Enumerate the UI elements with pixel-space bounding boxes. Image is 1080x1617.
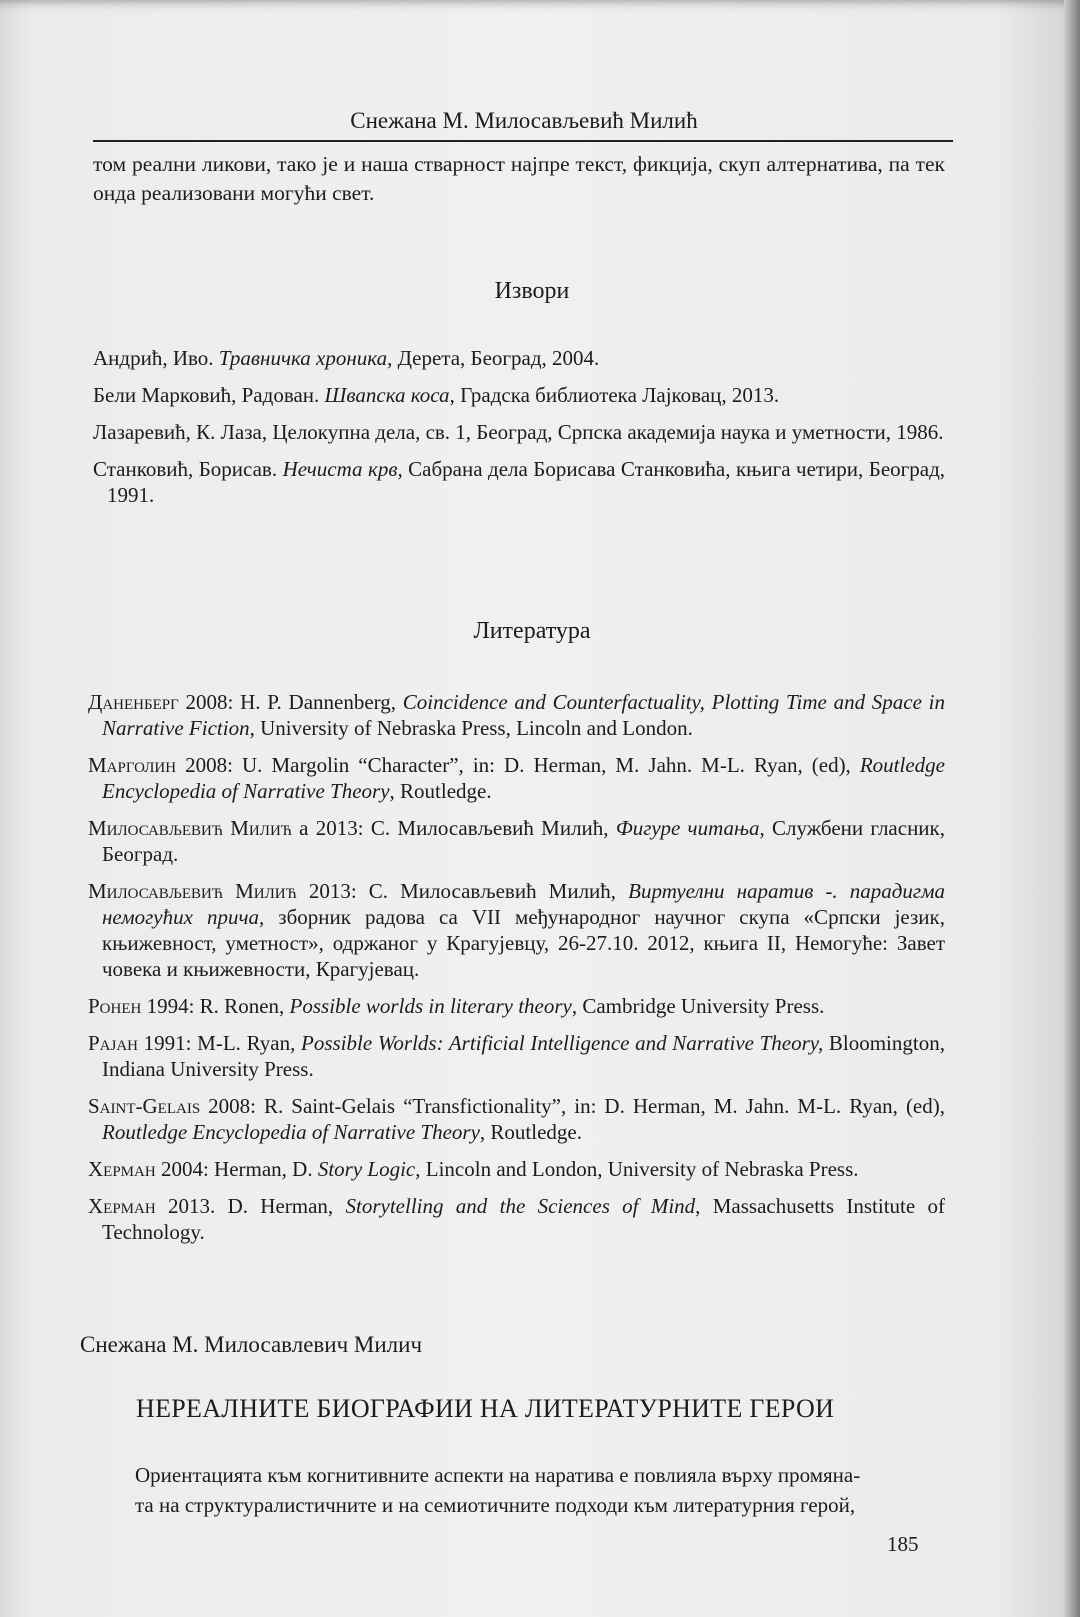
literature-details: , Службени гласник, Београд. <box>102 816 946 866</box>
literature-details: , Massachusetts Institute of Technology. <box>102 1194 945 1244</box>
literature-key: Херман <box>88 1157 156 1181</box>
literature-details: , Lincoln and London, University of Nebraska Press. <box>415 1157 859 1181</box>
literature-title: Storytelling and the Sciences of Mind <box>345 1194 696 1218</box>
source-entry <box>93 456 945 508</box>
literature-text: а 2013: С. Милосављевић Милић, <box>291 816 616 840</box>
literature-details: , Cambridge University Press. <box>571 994 825 1018</box>
summary-author: Снежана М. Милосавлевич Милич <box>80 1332 423 1357</box>
literature-heading: Литература <box>473 618 591 644</box>
literature-title: Routledge Encyclopedia of Narrative Theory <box>102 753 945 803</box>
source-author: Лазаревић, К. Лаза, Целокупна дела, св. 1, Београд, Српска академија наука и уметности, 1986. <box>93 420 944 444</box>
literature-key: Милосављевић Милић <box>88 816 292 840</box>
literature-details: Bloomington, Indiana University Press. <box>102 1031 945 1081</box>
source-details: , Сабрана дела Борисава Станковића, књига четири, Београд, 1991. <box>107 457 946 507</box>
summary-title: НЕРЕАЛНИТЕ БИОГРАФИИ НА ЛИТЕРАТУРНИТЕ ГЕРОИ <box>136 1394 835 1423</box>
literature-key: Ронен <box>88 994 142 1018</box>
literature-key: Херман <box>88 1194 156 1218</box>
literature-details: , Routledge. <box>479 1120 582 1144</box>
literature-key: Даненберг <box>88 690 179 714</box>
literature-details: зборник радова са VII међународног научног скупа «Српски језик, књижевност, уметност», одржаног у Крагујевцу, 26-27.10. 2012, књига II, Немогуће: Завет човека и књижевности, Крагујевац. <box>102 905 945 981</box>
literature-text: 2008: H. P. Dannenberg, <box>178 690 403 714</box>
literature-title: Possible worlds in literary theory <box>289 994 572 1018</box>
literature-entry <box>88 1156 945 1182</box>
summary-line-1: Ориентацията към когнитивните аспекти на наратива е повлияла върху промяна- <box>135 1463 861 1487</box>
source-author: Андрић, Иво. <box>93 346 219 370</box>
literature-text: 2008: R. Saint-Gelais “Transfictionality”, in: D. Herman, M. Jahn. M-L. Ryan, (ed), <box>200 1094 945 1118</box>
literature-text: 2004: Herman, D. <box>155 1157 318 1181</box>
literature-text: 2013. D. Herman, <box>155 1194 346 1218</box>
literature-key: Марголин <box>88 753 177 777</box>
top-paragraph: том реални ликови, тако је и наша стварност најпре текст, фикција, скуп алтернатива, па тек онда реализовани могући свет. <box>93 152 945 205</box>
literature-title: Routledge Encyclopedia of Narrative Theory <box>102 1120 480 1144</box>
literature-list <box>88 689 945 1256</box>
literature-entry <box>88 1093 945 1145</box>
source-entry <box>93 419 945 445</box>
literature-key: Милосављевић Милић <box>88 879 297 903</box>
literature-text: 2013: С. Милосављевић Милић, <box>296 879 629 903</box>
source-details: , Градска библиотека Лајковац, 2013. <box>449 383 780 407</box>
literature-entry <box>88 689 945 741</box>
literature-entry <box>88 815 945 867</box>
sources-heading: Извори <box>494 278 570 304</box>
source-title: Швапска коса <box>324 383 450 407</box>
header-rule <box>93 140 953 142</box>
literature-text: 1994: R. Ronen, <box>141 994 290 1018</box>
literature-key: Saint-Gelais <box>88 1094 201 1118</box>
source-title: Нечиста крв <box>282 457 398 481</box>
literature-entry <box>88 752 945 804</box>
literature-title: Виртуелни наратив -. парадигма немогућих прича, <box>102 879 945 929</box>
source-author: Бели Марковић, Радован. <box>93 383 325 407</box>
running-head: Снежана М. Милосављевић Милић <box>350 108 698 133</box>
literature-title: Possible Worlds: Artificial Intelligence and Narrative Theory, <box>301 1031 824 1055</box>
literature-text: 2008: U. Margolin “Character”, in: D. Herman, M. Jahn. M-L. Ryan, (ed), <box>176 753 860 777</box>
literature-entry <box>88 993 945 1019</box>
literature-title: Story Logic <box>317 1157 416 1181</box>
sources-list <box>93 345 945 519</box>
literature-key: Рајан <box>88 1031 139 1055</box>
summary-paragraph <box>135 1460 925 1520</box>
source-details: , Дерета, Београд, 2004. <box>387 346 600 370</box>
source-entry <box>93 345 945 371</box>
literature-entry <box>88 1193 945 1245</box>
literature-entry <box>88 1030 945 1082</box>
literature-title: Coincidence and Counterfactuality, Plotting Time and Space in Narrative Fiction <box>102 690 945 740</box>
literature-details: , Routledge. <box>389 779 492 803</box>
source-entry <box>93 382 945 408</box>
literature-title: Фигуре читања <box>615 816 760 840</box>
literature-entry <box>88 878 945 982</box>
literature-details: , University of Nebraska Press, Lincoln and London. <box>249 716 693 740</box>
source-author: Станковић, Борисав. <box>93 457 283 481</box>
source-title: Травничка хроника <box>218 346 388 370</box>
summary-line-2: та на структуралистичните и на семиотичните подходи към литературния герой, <box>135 1493 856 1517</box>
literature-text: 1991: M-L. Ryan, <box>138 1031 301 1055</box>
page-number: 185 <box>887 1532 919 1556</box>
page-edge <box>1064 0 1080 1617</box>
